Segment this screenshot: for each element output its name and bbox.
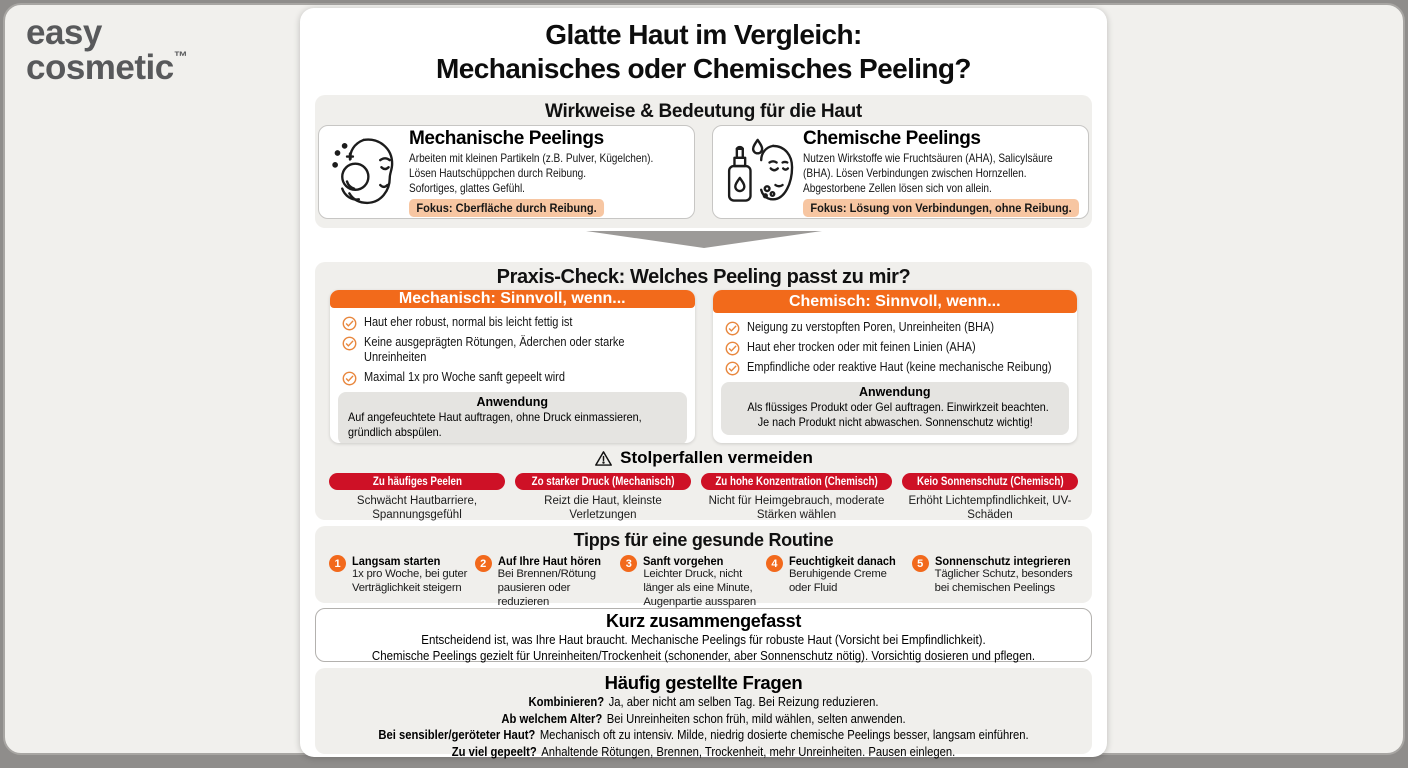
tip-item: 2 Auf Ihre Haut hören Bei Brennen/Rötung pausieren oder reduzieren [475, 554, 615, 609]
card-chemische-peelings: Chemische Peelings Nutzen Wirkstoffe wie Fruchtsäuren (AHA), Salicylsäure (BHA). Lösen Verbindungen zwischen Hornzellen. Abgestorbene Zellen lösen sich von allein. Fokus: Lösung von Verbindungen, ohne Reibung. [712, 125, 1089, 219]
faq-item: Bei sensibler/geröteter Haut? Mechanisch oft zu intensiv. Milde, niedrig dosierte chemische Peelings besser, langsam einführen. [378, 728, 1029, 742]
faq-item: Ab welchem Alter? Bei Unreinheiten schon früh, mild wählen, selten anwenden. [501, 711, 906, 726]
pitfall-pill: Zu hohe Konzentration (Chemisch) [701, 473, 892, 490]
list-item: Haut eher robust, normal bis leicht fettig ist [342, 315, 685, 331]
anwendung-box-mechanisch: Anwendung Auf angefeuchtete Haut auftragen, ohne Druck einmassieren, gründlich abspülen. [338, 392, 687, 444]
focus-badge: Fokus: Cberfläche durch Reibung. [409, 199, 604, 217]
summary-header: Kurz zusammengefasst [605, 611, 802, 631]
pitfalls-row [329, 473, 1078, 523]
column-chemisch [713, 290, 1078, 443]
list-item: Neigung zu verstopften Poren, Unreinheiten (BHA) [725, 320, 1068, 336]
logo-line1: easy [26, 13, 102, 52]
wirkweise-header: Wirkweise & Bedeutung für die Haut [545, 101, 862, 122]
section-faq [315, 668, 1092, 759]
card-title: Mechanische Peelings [409, 127, 604, 149]
check-circle-icon [342, 371, 357, 386]
step-number-badge: 2 [475, 555, 492, 572]
easycosmetic-logo [26, 13, 188, 87]
section-summary: Kurz zusammengefasst Entscheidend ist, was Ihre Haut braucht. Mechanische Peelings für robuste Haut (Vorsicht bei Empfindlichkeit). Chemische Peelings gezielt für Unreinheiten/Trockenheit (schonender, aber Sonnenschutz nötig). Vorsichtig dosieren und pflegen. [315, 608, 1092, 662]
tipps-header: Tipps für eine gesunde Routine [573, 530, 834, 550]
dropper-bottle-face-icon [717, 134, 803, 210]
check-circle-icon [725, 341, 740, 356]
trademark-symbol: ™ [173, 47, 188, 64]
pitfall-pill: Keio Sonnenschutz (Chemisch) [902, 473, 1078, 490]
card-mechanische-peelings: Mechanische Peelings Arbeiten mit kleinen Partikeln (z.B. Pulver, Kügelchen). Lösen Hautschüppchen durch Reibung. Sofortiges, glattes Gefühl. Fokus: Cberfläche durch Reibung. [318, 125, 695, 219]
praxis-columns [330, 290, 1077, 443]
faq-header: Häufig gestellte Fragen [604, 672, 803, 693]
focus-badge: Fokus: Lösung von Verbindungen, ohne Reibung. [803, 199, 1079, 217]
praxis-header: Praxis-Check: Welches Peeling passt zu mir? [496, 266, 911, 288]
logo-line2: cosmetic™ [26, 47, 188, 87]
card-title: Chemische Peelings [803, 127, 981, 149]
pitfall-item: Zu hohe Konzentration (Chemisch) Nicht für Heimgebrauch, moderate Stärken wählen [701, 473, 892, 523]
pitfall-item: Keio Sonnenschutz (Chemisch) Erhöht Lichtempfindlichkeit, UV-Schäden [902, 473, 1078, 523]
pitfall-item: Zo starker Druck (Mechanisch) Reizt die Haut, kleinste Verletzungen [515, 473, 691, 523]
column-header-chemisch: Chemisch: Sinnvoll, wenn... [713, 290, 1078, 313]
page-title: Glatte Haut im Vergleich: Mechanisches oder Chemisches Peeling? [436, 19, 971, 84]
step-number-badge: 1 [329, 555, 346, 572]
faq-item: Zu viel gepeelt? Anhaltende Rötungen, Brennen, Trockenheit, mehr Unreinheiten. Pausen einlegen. [451, 744, 956, 759]
column-mechanisch [330, 290, 695, 443]
tips-row [329, 554, 1082, 609]
faq-item: Kombinieren? Ja, aber nicht am selben Tag. Bei Reizung reduzieren. [528, 695, 879, 709]
down-arrow [586, 231, 822, 248]
check-circle-icon [725, 361, 740, 376]
stolperfallen-header: Stolperfallen vermeiden [315, 448, 1092, 468]
pitfall-pill: Zu häufiges Peelen [329, 473, 505, 490]
step-number-badge: 4 [766, 555, 783, 572]
list-item: Haut eher trocken oder mit feinen Linien (AHA) [725, 340, 1068, 356]
step-number-badge: 3 [620, 555, 637, 572]
tip-item: 1 Langsam starten 1x pro Woche, bei guter Verträglichkeit steigern [329, 554, 469, 609]
check-circle-icon [725, 321, 740, 336]
check-circle-icon [342, 316, 357, 331]
pitfall-pill: Zo starker Druck (Mechanisch) [515, 473, 691, 490]
list-item: Empfindliche oder reaktive Haut (keine mechanische Reibung) [725, 360, 1068, 376]
pitfall-item: Zu häufiges Peelen Schwächt Hautbarriere, Spannungsgefühl [329, 473, 505, 523]
warning-triangle-icon [594, 450, 613, 467]
list-item: Keine ausgeprägten Rötungen, Äderchen oder starke Unreinheiten [342, 335, 685, 366]
check-circle-icon [342, 336, 357, 366]
anwendung-box-chemisch: Anwendung Als flüssiges Produkt oder Gel auftragen. Einwirkzeit beachten. Je nach Produkt nicht abwaschen. Sonnenschutz wichtig! [721, 382, 1070, 435]
wirkweise-cards [318, 125, 1089, 219]
step-number-badge: 5 [912, 555, 929, 572]
section-praxis-check [315, 262, 1092, 520]
column-header-mechanisch: Mechanisch: Sinnvoll, wenn... [330, 290, 695, 308]
tip-item: 3 Sanft vorgehen Leichter Druck, nicht länger als eine Minute, Augenpartie aussparen [620, 554, 760, 609]
tip-item: 5 Sonnenschutz integrieren Täglicher Schutz, besonders bei chemischen Peelings [912, 554, 1082, 609]
list-item: Maximal 1x pro Woche sanft gepeelt wird [342, 370, 685, 386]
scrub-face-icon [323, 134, 409, 210]
section-tipps [315, 526, 1092, 608]
tip-item: 4 Feuchtigkeit danach Beruhigende Creme oder Fluid [766, 554, 906, 609]
section-wirkweise [315, 95, 1092, 228]
main-panel [300, 8, 1107, 757]
